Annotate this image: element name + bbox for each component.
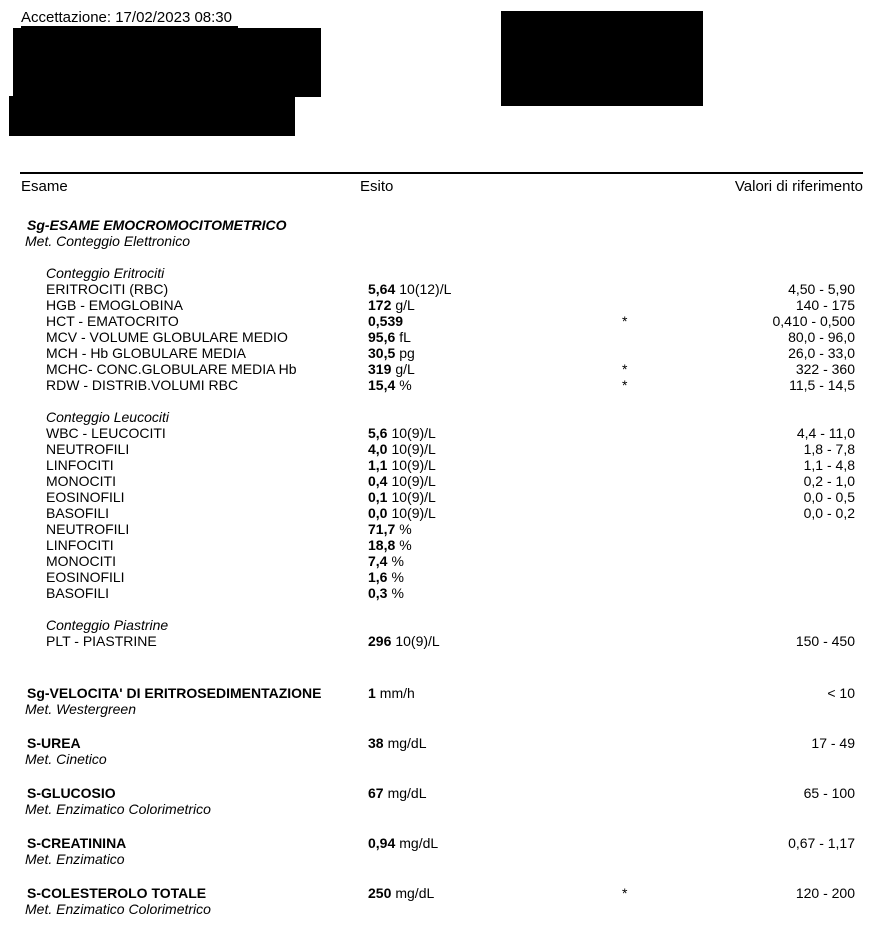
- test-result: [368, 489, 622, 505]
- abnormal-flag: [622, 505, 662, 521]
- test-value: 0,539: [368, 313, 404, 329]
- reference-range: 322 - 360: [795, 361, 855, 377]
- result-row: [20, 537, 863, 553]
- test-value: 0,3: [368, 585, 388, 601]
- test-unit: fL: [399, 329, 411, 345]
- test-name: MONOCITI: [46, 553, 116, 569]
- result-row: [20, 885, 863, 901]
- result-row: [20, 313, 863, 329]
- test-result: [368, 735, 622, 751]
- single-test-block: [20, 735, 863, 767]
- test-unit: mg/dL: [387, 785, 427, 801]
- test-name: MCH - Hb GLOBULARE MEDIA: [46, 345, 246, 361]
- test-result: [368, 281, 622, 297]
- result-row: [20, 361, 863, 377]
- test-value: 296: [368, 633, 392, 649]
- test-value: 0,1: [368, 489, 388, 505]
- abnormal-flag: *: [622, 885, 628, 901]
- results-table: [20, 172, 863, 917]
- test-result: [368, 537, 622, 553]
- reference-range: 0,410 - 0,500: [772, 313, 855, 329]
- test-title: Sg-VELOCITA' DI ERITROSEDIMENTAZIONE: [27, 685, 322, 701]
- spacer: [614, 179, 654, 195]
- reference-range: 1,8 - 7,8: [803, 441, 855, 457]
- reference-range: [662, 553, 863, 569]
- column-header-esame: Esame: [21, 178, 68, 195]
- test-unit: %: [399, 521, 412, 537]
- test-value: 0,4: [368, 473, 388, 489]
- test-result: [368, 377, 622, 393]
- test-name: PLT - PIASTRINE: [46, 633, 157, 649]
- abnormal-flag: [622, 685, 662, 701]
- single-tests-section: [20, 685, 863, 917]
- result-row: [20, 585, 863, 601]
- test-name: MCHC- CONC.GLOBULARE MEDIA Hb: [46, 361, 297, 377]
- reference-range: 0,0 - 0,2: [803, 505, 855, 521]
- test-result: [368, 473, 622, 489]
- reference-range: [662, 585, 863, 601]
- test-result: [368, 835, 622, 851]
- result-row: [20, 297, 863, 313]
- reference-range: < 10: [827, 685, 855, 701]
- abnormal-flag: [622, 425, 662, 441]
- abnormal-flag: [622, 537, 662, 553]
- result-row: [20, 457, 863, 473]
- test-result: [368, 785, 622, 801]
- reference-range: 26,0 - 33,0: [788, 345, 855, 361]
- table-header-row: [20, 172, 863, 195]
- abnormal-flag: [622, 281, 662, 297]
- test-value: 4,0: [368, 441, 388, 457]
- test-value: 38: [368, 735, 384, 751]
- test-name: EOSINOFILI: [46, 569, 125, 585]
- test-name: HGB - EMOGLOBINA: [46, 297, 183, 313]
- test-unit: 10(9)/L: [391, 489, 436, 505]
- test-result: [368, 569, 622, 585]
- test-name: WBC - LEUCOCITI: [46, 425, 166, 441]
- test-unit: mm/h: [379, 685, 415, 701]
- result-row: [20, 735, 863, 751]
- test-value: 172: [368, 297, 392, 313]
- test-value: 250: [368, 885, 392, 901]
- result-row: [20, 569, 863, 585]
- test-name: NEUTROFILI: [46, 521, 130, 537]
- test-unit: g/L: [395, 297, 415, 313]
- group-heading: Conteggio Leucociti: [46, 409, 169, 425]
- test-method: Met. Enzimatico Colorimetrico: [25, 801, 211, 817]
- test-method: Met. Enzimatico Colorimetrico: [25, 901, 211, 917]
- test-name: NEUTROFILI: [46, 441, 130, 457]
- test-title: S-COLESTEROLO TOTALE: [27, 885, 207, 901]
- test-unit: 10(12)/L: [399, 281, 452, 297]
- reference-range: [662, 569, 863, 585]
- test-result: [368, 553, 622, 569]
- test-name: EOSINOFILI: [46, 489, 125, 505]
- test-value: 5,6: [368, 425, 388, 441]
- test-result: [368, 885, 622, 901]
- group-heading: Conteggio Eritrociti: [46, 265, 165, 281]
- test-value: 95,6: [368, 329, 396, 345]
- reference-range: 65 - 100: [803, 785, 855, 801]
- abnormal-flag: [622, 297, 662, 313]
- test-name: LINFOCITI: [46, 537, 114, 553]
- single-test-block: [20, 685, 863, 717]
- panel-emocromocitometrico: [20, 217, 863, 649]
- reference-range: 120 - 200: [795, 885, 855, 901]
- redacted-block-address: [9, 96, 295, 136]
- test-unit: %: [391, 553, 404, 569]
- result-row: [20, 281, 863, 297]
- test-name: MCV - VOLUME GLOBULARE MEDIO: [46, 329, 288, 345]
- test-unit: g/L: [395, 361, 415, 377]
- abnormal-flag: [622, 489, 662, 505]
- test-name: BASOFILI: [46, 585, 110, 601]
- result-row: [20, 785, 863, 801]
- reference-range: 4,4 - 11,0: [796, 425, 855, 441]
- panel-title: Sg-ESAME EMOCROMOCITOMETRICO: [27, 217, 287, 233]
- abnormal-flag: [622, 441, 662, 457]
- test-unit: 10(9)/L: [391, 473, 436, 489]
- test-value: 15,4: [368, 377, 396, 393]
- test-value: 1,6: [368, 569, 388, 585]
- test-group: [20, 617, 863, 649]
- abnormal-flag: [622, 345, 662, 361]
- reference-range: 11,5 - 14,5: [789, 377, 855, 393]
- result-row: [20, 633, 863, 649]
- test-unit: %: [399, 537, 412, 553]
- test-result: [368, 457, 622, 473]
- test-method: Met. Westergreen: [25, 701, 137, 717]
- test-unit: mg/dL: [395, 885, 435, 901]
- group-heading: Conteggio Piastrine: [46, 617, 169, 633]
- abnormal-flag: [622, 457, 662, 473]
- test-unit: %: [391, 569, 404, 585]
- abnormal-flag: [622, 553, 662, 569]
- test-unit: mg/dL: [387, 735, 427, 751]
- result-row: [20, 441, 863, 457]
- result-row: [20, 473, 863, 489]
- result-row: [20, 685, 863, 701]
- abnormal-flag: [622, 473, 662, 489]
- test-value: 67: [368, 785, 384, 801]
- test-value: 1: [368, 685, 376, 701]
- reference-range: 1,1 - 4,8: [803, 457, 855, 473]
- redacted-block-lab: [501, 11, 703, 106]
- test-title: S-UREA: [27, 735, 81, 751]
- test-result: [368, 329, 622, 345]
- result-row: [20, 553, 863, 569]
- abnormal-flag: [622, 633, 662, 649]
- test-name: ERITROCITI (RBC): [46, 281, 169, 297]
- test-result: [368, 297, 622, 313]
- test-value: 319: [368, 361, 392, 377]
- abnormal-flag: *: [622, 377, 628, 393]
- single-test-block: [20, 835, 863, 867]
- test-value: 5,64: [368, 281, 396, 297]
- reference-range: 150 - 450: [795, 633, 855, 649]
- test-group: [20, 265, 863, 393]
- test-value: 71,7: [368, 521, 396, 537]
- test-name: BASOFILI: [46, 505, 110, 521]
- test-name: HCT - EMATOCRITO: [46, 313, 179, 329]
- test-title: S-GLUCOSIO: [27, 785, 116, 801]
- result-row: [20, 505, 863, 521]
- test-result: [368, 313, 622, 329]
- panel-method: Met. Conteggio Elettronico: [25, 233, 190, 249]
- test-unit: pg: [399, 345, 415, 361]
- single-test-block: [20, 885, 863, 917]
- abnormal-flag: [622, 521, 662, 537]
- abnormal-flag: *: [622, 313, 628, 329]
- test-group: [20, 409, 863, 601]
- abnormal-flag: [622, 329, 662, 345]
- acceptance-datetime: Accettazione: 17/02/2023 08:30: [21, 9, 238, 28]
- test-value: 0,0: [368, 505, 388, 521]
- test-name: MONOCITI: [46, 473, 116, 489]
- test-result: [368, 585, 622, 601]
- column-header-esito: Esito: [360, 178, 394, 195]
- reference-range: 0,2 - 1,0: [803, 473, 855, 489]
- result-row: [20, 345, 863, 361]
- result-row: [20, 521, 863, 537]
- test-result: [368, 505, 622, 521]
- reference-range: [662, 521, 863, 537]
- result-row: [20, 425, 863, 441]
- test-name: LINFOCITI: [46, 457, 114, 473]
- abnormal-flag: [622, 585, 662, 601]
- reference-range: 17 - 49: [811, 735, 855, 751]
- reference-range: 4,50 - 5,90: [788, 281, 855, 297]
- test-unit: 10(9)/L: [395, 633, 440, 649]
- test-name: RDW - DISTRIB.VOLUMI RBC: [46, 377, 239, 393]
- test-unit: 10(9)/L: [391, 425, 436, 441]
- reference-range: [662, 537, 863, 553]
- test-result: [368, 361, 622, 377]
- test-value: 1,1: [368, 457, 388, 473]
- test-value: 18,8: [368, 537, 396, 553]
- test-unit: 10(9)/L: [391, 505, 436, 521]
- reference-range: 0,67 - 1,17: [788, 835, 855, 851]
- test-unit: 10(9)/L: [391, 457, 436, 473]
- test-result: [368, 345, 622, 361]
- test-result: [368, 521, 622, 537]
- test-value: 30,5: [368, 345, 396, 361]
- result-row: [20, 377, 863, 393]
- test-method: Met. Enzimatico: [25, 851, 125, 867]
- column-header-riferimento: Valori di riferimento: [734, 178, 863, 195]
- test-result: [368, 685, 622, 701]
- test-title: S-CREATININA: [27, 835, 127, 851]
- result-row: [20, 835, 863, 851]
- test-unit: 10(9)/L: [391, 441, 436, 457]
- test-result: [368, 633, 622, 649]
- result-row: [20, 489, 863, 505]
- test-result: [368, 425, 622, 441]
- abnormal-flag: [622, 835, 662, 851]
- test-value: 0,94: [368, 835, 396, 851]
- test-unit: %: [399, 377, 412, 393]
- reference-range: 80,0 - 96,0: [788, 329, 855, 345]
- single-test-block: [20, 785, 863, 817]
- abnormal-flag: [622, 785, 662, 801]
- test-result: [368, 441, 622, 457]
- test-value: 7,4: [368, 553, 388, 569]
- reference-range: 0,0 - 0,5: [803, 489, 855, 505]
- redacted-block-patient: [13, 28, 321, 97]
- test-unit: mg/dL: [399, 835, 439, 851]
- abnormal-flag: *: [622, 361, 628, 377]
- abnormal-flag: [622, 569, 662, 585]
- reference-range: 140 - 175: [795, 297, 855, 313]
- abnormal-flag: [622, 735, 662, 751]
- test-method: Met. Cinetico: [25, 751, 107, 767]
- result-row: [20, 329, 863, 345]
- test-unit: %: [391, 585, 404, 601]
